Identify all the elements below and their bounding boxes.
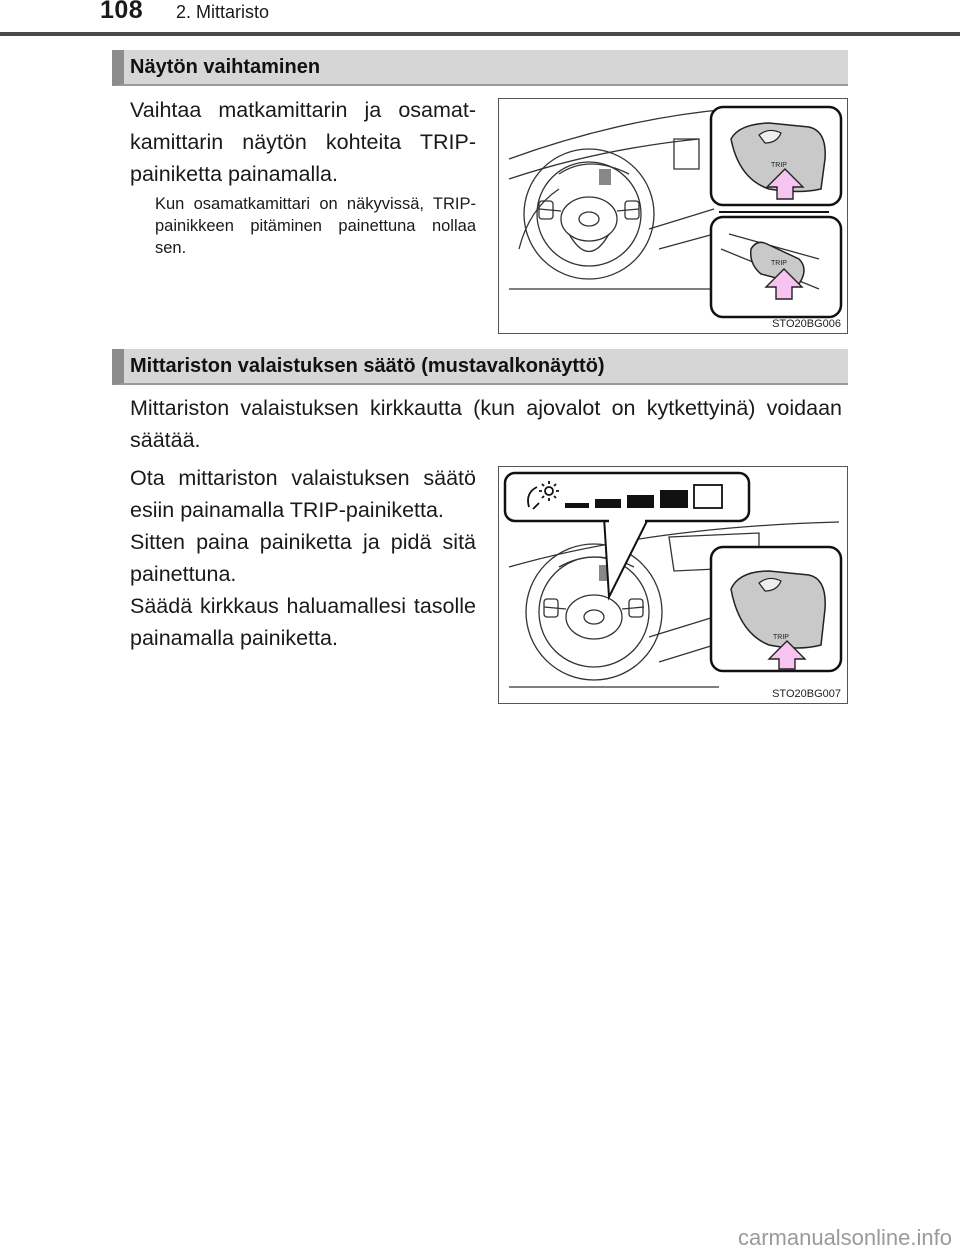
steering-wheel-illustration [499,99,848,334]
figure-brightness-adjust [498,466,848,704]
header-rule [0,32,960,36]
brightness-level-1 [565,503,589,508]
intro-text-lighting: Mittariston valaistuksen kirkkautta (kun ajovalot on kytkettyinä) voidaan säätää. [130,396,842,452]
trip-label: TRIP [773,634,789,641]
section-title: Mittariston valaistuksen säätö (mustavalkonäyttö) [130,355,605,377]
chapter-title: 2. Mittaristo [176,2,270,22]
step-3-text: Säädä kirkkaus haluamallesi tasolle painamalla painiketta. [130,594,476,650]
section-heading-lighting-adjust [112,349,848,385]
step-2-text: Sitten paina painiketta ja pidä sitä painettuna. [130,530,476,586]
section-heading-display-switch [112,50,848,86]
figure-steering-trip-button [498,98,848,334]
brightness-display-illustration [499,467,848,704]
section-title: Näytön vaihtaminen [130,56,321,78]
brightness-level-4 [660,490,688,508]
figure-code: STO20BG007 [772,688,841,700]
body-text-display-switch: Vaihtaa matkamittarin ja osamatkamittarin näytön kohteita TRIP-painiketta painamalla. [130,98,476,186]
step-1-text: Ota mittariston valaistuksen säätö esiin painamalla TRIP-painiketta. [130,466,476,522]
trip-label-bottom: TRIP [771,260,787,267]
watermark: carmanualsonline.info [737,1225,952,1250]
note-text-trip-reset: Kun osamatkamittari on näkyvissä, TRIP-painikkeen pitäminen painettuna nollaa sen. [155,195,476,257]
brightness-level-5 [694,485,722,508]
brightness-level-2 [595,499,621,508]
brightness-level-3 [627,495,654,508]
page-number: 108 [100,0,144,24]
trip-label-top: TRIP [771,162,787,169]
figure-code: STO20BG006 [772,318,841,330]
